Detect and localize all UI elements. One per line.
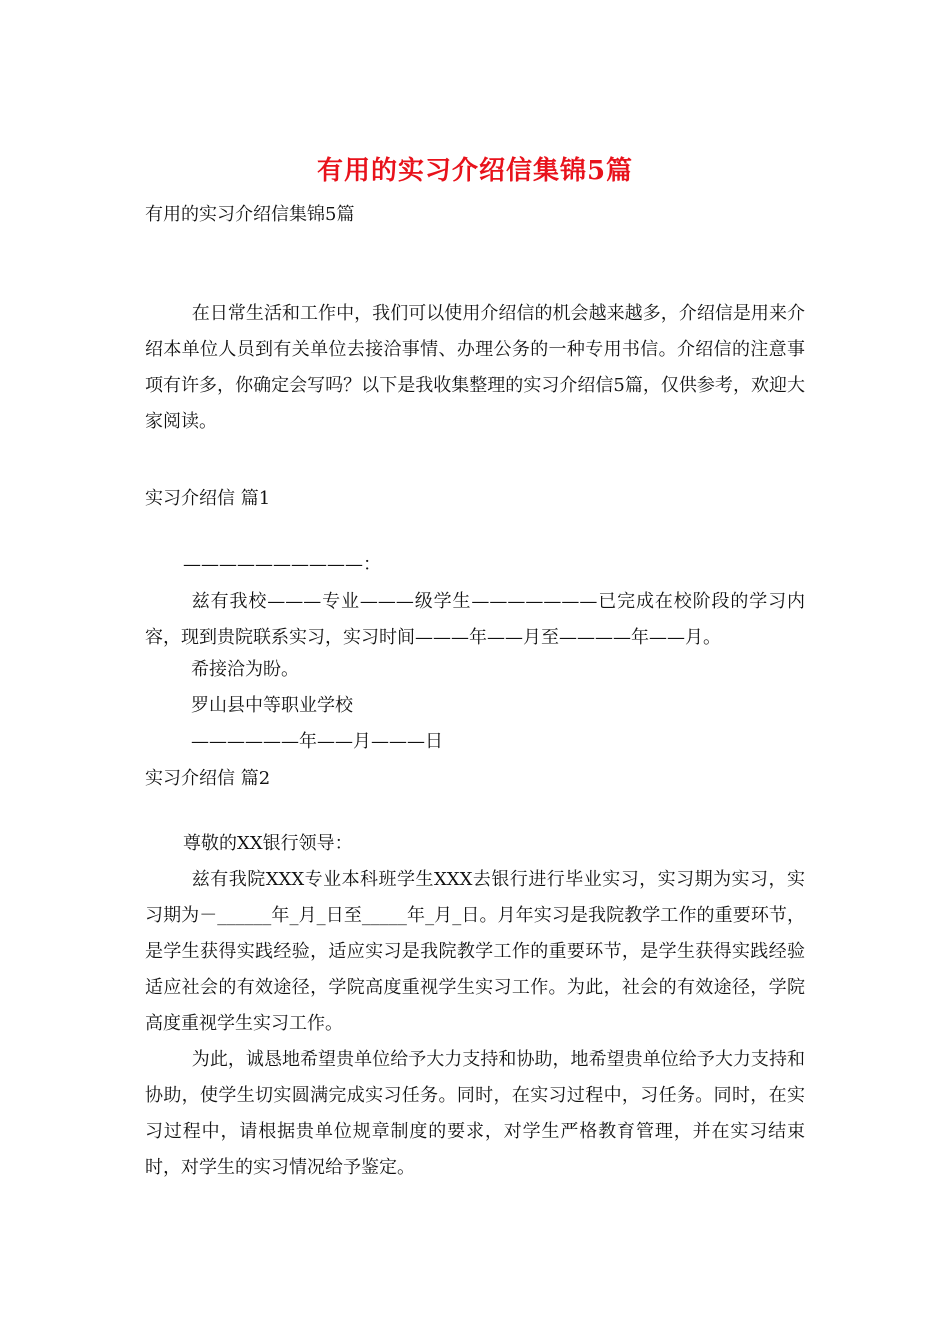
letter2-heading: 实习介绍信 篇2: [145, 768, 271, 789]
document-title: 有用的实习介绍信集锦5篇: [316, 156, 634, 186]
letter2-salutation: 尊敬的XX银行领导：: [183, 833, 353, 854]
letter1-salutation: ——————————：: [183, 554, 381, 575]
letter1-signature: 罗山县中等职业学校: [191, 695, 353, 716]
letter1-date: ——————年——月———日: [191, 731, 443, 752]
letter1-body: 兹有我校———专业———级学生———————已完成在校阶段的学习内容，现到贵院联系实习，实习时间———年——月至————年——月。: [145, 591, 805, 648]
intro-paragraph: 在日常生活和工作中，我们可以使用介绍信的机会越来越多，介绍信是用来介绍本单位人员到有关单位去接洽事情、办理公务的一种专用书信。介绍信的注意事项有许多，你确定会写吗？以下是我收集整理的实习介绍信5篇，仅供参考，欢迎大家阅读。: [145, 303, 805, 432]
letter1-heading: 实习介绍信 篇1: [145, 488, 271, 509]
document-subtitle: 有用的实习介绍信集锦5篇: [145, 204, 355, 225]
letter2-body-2: 为此，诚恳地希望贵单位给予大力支持和协助，地希望贵单位给予大力支持和协助，使学生切实圆满完成实习任务。同时，在实习过程中，习任务。同时，在实习过程中，请根据贵单位规章制度的要求，对学生严格教育管理，并在实习结束时，对学生的实习情况给予鉴定。: [145, 1049, 805, 1178]
letter1-closing: 希接洽为盼。: [191, 659, 299, 680]
letter2-body-1: 兹有我院XXX专业本科班学生XXX去银行进行毕业实习，实习期为实习，实习期为－______年_月_日至_____年_月_日。月年实习是我院教学工作的重要环节，是学生获得实践经验，适应实习是我院教学工作的重要环节，是学生获得实践经验适应社会的有效途径，学院高度重视学生实习工作。为此，社会的有效途径，学院高度重视学生实习工作。: [145, 869, 805, 1034]
